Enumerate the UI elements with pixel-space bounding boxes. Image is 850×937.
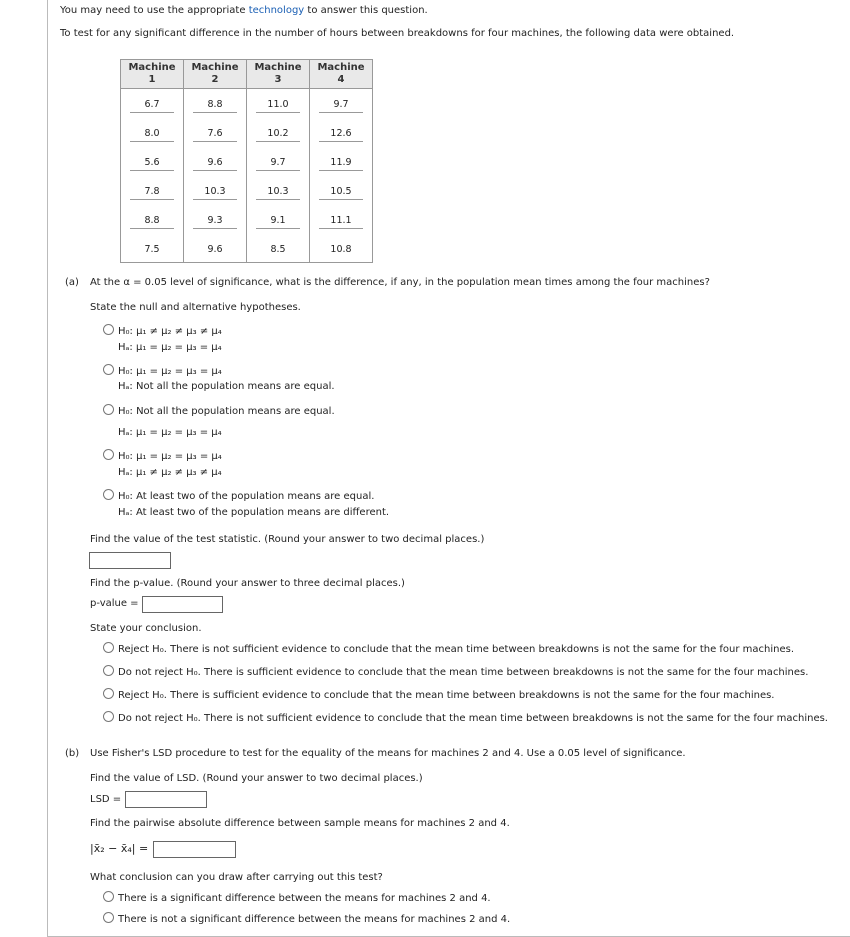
table-cell: 7.6 xyxy=(193,122,237,142)
radio-button[interactable] xyxy=(103,489,114,500)
table-row xyxy=(121,175,373,204)
lsd-conclusion-option-2[interactable]: There is not a significant difference between the means for machines 2 and 4. xyxy=(103,912,510,925)
table-row xyxy=(121,233,373,262)
table-cell: 10.2 xyxy=(256,122,300,142)
test-statistic-input[interactable] xyxy=(89,552,171,569)
column-header-machine-4: Machine 4 xyxy=(310,60,373,89)
radio-button[interactable] xyxy=(103,642,114,653)
table-cell: 12.6 xyxy=(319,122,363,142)
radio-button[interactable] xyxy=(103,912,114,923)
table-cell: 5.6 xyxy=(130,151,174,171)
table-cell: 9.6 xyxy=(193,151,237,171)
table-cell: 7.8 xyxy=(130,180,174,200)
radio-button[interactable] xyxy=(103,891,114,902)
hypothesis-option-4[interactable]: H₀: μ₁ = μ₂ = μ₃ = μ₄ xyxy=(103,449,222,462)
hypothesis-option-2-ha: Hₐ: Not all the population means are equal. xyxy=(118,381,335,392)
conclusion-prompt: State your conclusion. xyxy=(90,623,202,634)
conclusion-option-1[interactable]: Reject H₀. There is not sufficient evidence to conclude that the mean time between breakdowns is not the same for the four machines. xyxy=(103,642,794,655)
table-cell: 10.5 xyxy=(319,180,363,200)
intro-line-2: To test for any significant difference in the number of hours between breakdowns for four machines, the following data were obtained. xyxy=(60,28,735,39)
table-row xyxy=(121,118,373,147)
mean-difference-expression: |x̄₂ − x̄₄| = xyxy=(90,842,149,855)
column-header-machine-1: Machine 1 xyxy=(121,60,184,89)
conclusion-option-3[interactable]: Reject H₀. There is sufficient evidence to conclude that the mean time between breakdowns is not the same for the four machines. xyxy=(103,688,774,701)
hypothesis-option-3[interactable]: H₀: Not all the population means are equal. xyxy=(103,404,335,417)
intro-line-1: You may need to use the appropriate technology to answer this question. xyxy=(60,5,428,16)
table-cell: 11.9 xyxy=(319,151,363,171)
table-cell: 11.0 xyxy=(256,93,300,113)
hypothesis-option-5[interactable]: H₀: At least two of the population means are equal. xyxy=(103,489,374,502)
table-cell: 8.8 xyxy=(193,93,237,113)
hypothesis-option-2[interactable]: H₀: μ₁ = μ₂ = μ₃ = μ₄ xyxy=(103,364,222,377)
table-row xyxy=(121,204,373,233)
radio-button[interactable] xyxy=(103,324,114,335)
part-b-question: Use Fisher's LSD procedure to test for the equality of the means for machines 2 and 4. Use a 0.05 level of significance. xyxy=(90,748,686,759)
table-cell: 9.7 xyxy=(256,151,300,171)
table-row xyxy=(121,147,373,176)
conclusion-option-2[interactable]: Do not reject H₀. There is sufficient evidence to conclude that the mean time between breakdowns is not the same for the four machines. xyxy=(103,665,808,678)
lsd-input[interactable] xyxy=(125,791,207,808)
hypotheses-prompt: State the null and alternative hypotheses. xyxy=(90,302,301,313)
p-value-prompt: Find the p-value. (Round your answer to three decimal places.) xyxy=(90,578,405,589)
radio-button[interactable] xyxy=(103,364,114,375)
breakdown-data-table xyxy=(120,59,373,263)
table-cell: 9.3 xyxy=(193,209,237,229)
table-cell: 10.3 xyxy=(256,180,300,200)
table-cell: 7.5 xyxy=(144,243,160,255)
lsd-conclusion-option-1[interactable]: There is a significant difference between the means for machines 2 and 4. xyxy=(103,891,491,904)
lsd-prompt: Find the value of LSD. (Round your answer to two decimal places.) xyxy=(90,773,423,784)
column-header-machine-2: Machine 2 xyxy=(184,60,247,89)
test-statistic-prompt: Find the value of the test statistic. (Round your answer to two decimal places.) xyxy=(90,534,485,545)
conclusion-option-4[interactable]: Do not reject H₀. There is not sufficient evidence to conclude that the mean time between breakdowns is not the same for the four machines. xyxy=(103,711,828,724)
table-row xyxy=(121,89,373,118)
table-cell: 9.6 xyxy=(207,243,223,255)
table-cell: 11.1 xyxy=(319,209,363,229)
radio-button[interactable] xyxy=(103,711,114,722)
radio-button[interactable] xyxy=(103,665,114,676)
hypothesis-option-4-ha: Hₐ: μ₁ ≠ μ₂ ≠ μ₃ ≠ μ₄ xyxy=(118,467,222,478)
table-cell: 8.0 xyxy=(130,122,174,142)
table-cell: 9.1 xyxy=(256,209,300,229)
hypothesis-option-1[interactable]: H₀: μ₁ ≠ μ₂ ≠ μ₃ ≠ μ₄ xyxy=(103,324,222,337)
p-value-label: p-value = xyxy=(90,598,139,609)
table-cell: 8.8 xyxy=(130,209,174,229)
difference-prompt: Find the pairwise absolute difference between sample means for machines 2 and 4. xyxy=(90,818,510,829)
table-cell: 8.5 xyxy=(270,243,286,255)
hypothesis-option-5-ha: Hₐ: At least two of the population means are different. xyxy=(118,507,390,518)
part-a-label: (a) xyxy=(65,277,79,288)
table-cell: 10.8 xyxy=(330,243,352,255)
radio-button[interactable] xyxy=(103,449,114,460)
part-a-question: At the α = 0.05 level of significance, what is the difference, if any, in the population mean times among the four machines? xyxy=(90,277,710,288)
part-b-label: (b) xyxy=(65,748,80,759)
table-cell: 9.7 xyxy=(319,93,363,113)
lsd-conclusion-prompt: What conclusion can you draw after carrying out this test? xyxy=(90,872,383,883)
table-cell: 10.3 xyxy=(193,180,237,200)
lsd-label: LSD = xyxy=(90,794,122,805)
technology-link[interactable]: technology xyxy=(248,5,305,16)
table-cell: 6.7 xyxy=(130,93,174,113)
radio-button[interactable] xyxy=(103,404,114,415)
radio-button[interactable] xyxy=(103,688,114,699)
column-header-machine-3: Machine 3 xyxy=(247,60,310,89)
p-value-input[interactable] xyxy=(142,596,223,613)
mean-difference-input[interactable] xyxy=(153,841,236,858)
hypothesis-option-1-ha: Hₐ: μ₁ = μ₂ = μ₃ = μ₄ xyxy=(118,342,222,353)
hypothesis-option-3-ha: Hₐ: μ₁ = μ₂ = μ₃ = μ₄ xyxy=(118,427,222,438)
